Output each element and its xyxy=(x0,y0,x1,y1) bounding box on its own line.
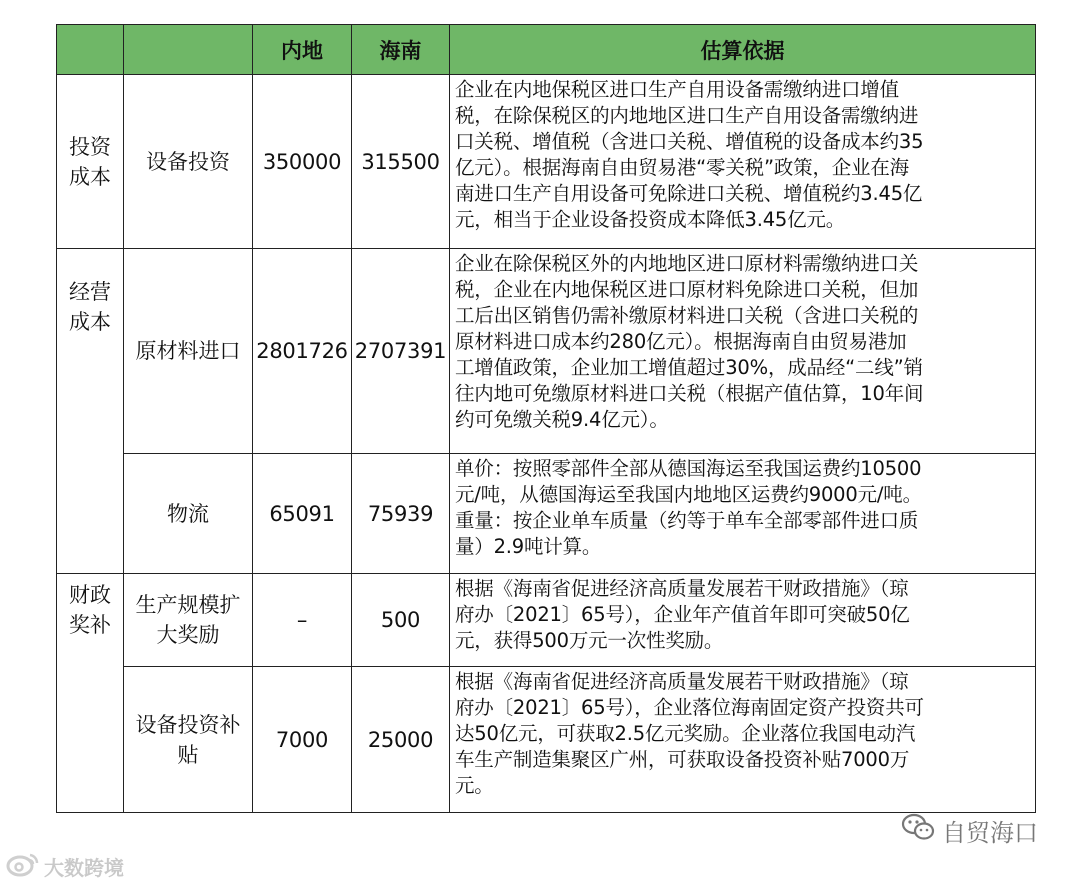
watermark-right-text: 自贸海口 xyxy=(942,818,1038,847)
group-label-operating-text: 经营 成本 xyxy=(69,280,111,334)
header-inland: 内地 xyxy=(253,25,352,75)
basis-line: 根据《海南省促进经济高质量发展若干财政措施》（琼 xyxy=(455,670,909,693)
group-label-investment xyxy=(57,75,124,249)
item-label-text: 设备投资补 贴 xyxy=(135,712,241,767)
inland-value: 2801726 xyxy=(253,249,352,454)
group-label-fiscal-text: 财政 奖补 xyxy=(69,583,111,637)
inland-value: 350000 xyxy=(253,75,352,249)
basis-line: 企业在除保税区外的内地地区进口原材料需缴纳进口关 xyxy=(455,252,919,275)
header-row xyxy=(57,25,1036,75)
basis-line: 亿元）。根据海南自由贸易港“零关税”政策，企业在海 xyxy=(455,156,909,179)
inland-value: 7000 xyxy=(253,667,352,813)
basis-line: 南进口生产自用设备可免除进口关税、增值税约3.45亿 xyxy=(455,182,923,205)
watermark-left xyxy=(6,852,124,880)
basis-line: 车生产制造集聚区广州，可获取设备投资补贴7000万 xyxy=(455,748,910,771)
basis-line: 量）2.9吨计算。 xyxy=(455,535,602,558)
group-label-operating xyxy=(57,249,124,574)
table-row xyxy=(57,454,1036,574)
basis-line: 原材料进口成本约280亿元）。根据海南自由贸易港加 xyxy=(455,330,907,353)
group-label-investment-text: 投资 成本 xyxy=(69,134,111,189)
group-label-fiscal xyxy=(57,574,124,813)
hainan-value: 315500 xyxy=(352,75,450,249)
header-hainan: 海南 xyxy=(352,25,450,75)
basis-line: 税，企业在内地保税区进口原材料免除进口关税，但加 xyxy=(455,278,919,301)
item-label-text: 生产规模扩 大奖励 xyxy=(135,593,241,647)
table-row xyxy=(57,75,1036,249)
basis-text xyxy=(450,75,1036,249)
table-row xyxy=(57,574,1036,667)
hainan-value: 2707391 xyxy=(352,249,450,454)
inland-value: – xyxy=(253,574,352,667)
basis-line: 工增值政策，企业加工增值超过30%，成品经“二线”销 xyxy=(455,356,923,379)
item-label xyxy=(124,454,253,574)
item-label xyxy=(124,574,253,667)
watermark-left-text: 大数跨境 xyxy=(44,855,124,880)
header-blank-2 xyxy=(124,25,253,75)
basis-line: 税，在除保税区的内地地区进口生产自用设备需缴纳进 xyxy=(455,104,919,127)
basis-line: 约可免缴关税9.4亿元）。 xyxy=(455,408,669,431)
watermark-right xyxy=(900,812,1038,848)
hainan-value: 500 xyxy=(352,574,450,667)
basis-line: 口关税、增值税（含进口关税、增值税的设备成本约35 xyxy=(455,130,924,153)
basis-text xyxy=(450,574,1036,667)
item-label-text: 原材料进口 xyxy=(135,339,241,363)
table-row xyxy=(57,249,1036,454)
basis-line: 元，获得500万元一次性奖励。 xyxy=(455,629,724,652)
item-label xyxy=(124,249,253,454)
wechat-logo-icon xyxy=(900,812,936,848)
basis-line: 元，相当于企业设备投资成本降低3.45亿元。 xyxy=(455,208,846,231)
basis-line: 府办〔2021〕65号），企业年产值首年即可突破50亿 xyxy=(455,603,910,626)
basis-text xyxy=(450,667,1036,813)
basis-line: 元/吨，从德国海运至我国内地地区运费约9000元/吨。 xyxy=(455,483,922,506)
basis-line: 达50亿元，可获取2.5亿元奖励。企业落位我国电动汽 xyxy=(455,722,916,745)
header-basis: 估算依据 xyxy=(450,25,1036,75)
basis-line: 往内地可免缴原材料进口关税（根据产值估算，10年间 xyxy=(455,382,924,405)
basis-line: 府办〔2021〕65号），企业落位海南固定资产投资共可 xyxy=(455,696,924,719)
basis-line: 单价：按照零部件全部从德国海运至我国运费约10500 xyxy=(455,457,922,480)
basis-text xyxy=(450,249,1036,454)
hainan-value: 75939 xyxy=(352,454,450,574)
basis-line: 根据《海南省促进经济高质量发展若干财政措施》（琼 xyxy=(455,577,909,600)
item-label xyxy=(124,75,253,249)
weibo-logo-icon xyxy=(6,851,40,882)
item-label-text: 物流 xyxy=(167,501,209,526)
hainan-value: 25000 xyxy=(352,667,450,813)
basis-text xyxy=(450,454,1036,574)
table-row xyxy=(57,667,1036,813)
basis-line: 重量：按企业单车质量（约等于单车全部零部件进口质 xyxy=(455,509,919,532)
item-label-text: 设备投资 xyxy=(146,149,230,174)
comparison-table xyxy=(56,24,1036,813)
basis-line: 元。 xyxy=(455,774,494,797)
basis-line: 工后出区销售仍需补缴原材料进口关税（含进口关税的 xyxy=(455,304,919,327)
basis-line: 企业在内地保税区进口生产自用设备需缴纳进口增值 xyxy=(455,78,899,101)
header-blank xyxy=(57,25,124,75)
item-label xyxy=(124,667,253,813)
inland-value: 65091 xyxy=(253,454,352,574)
